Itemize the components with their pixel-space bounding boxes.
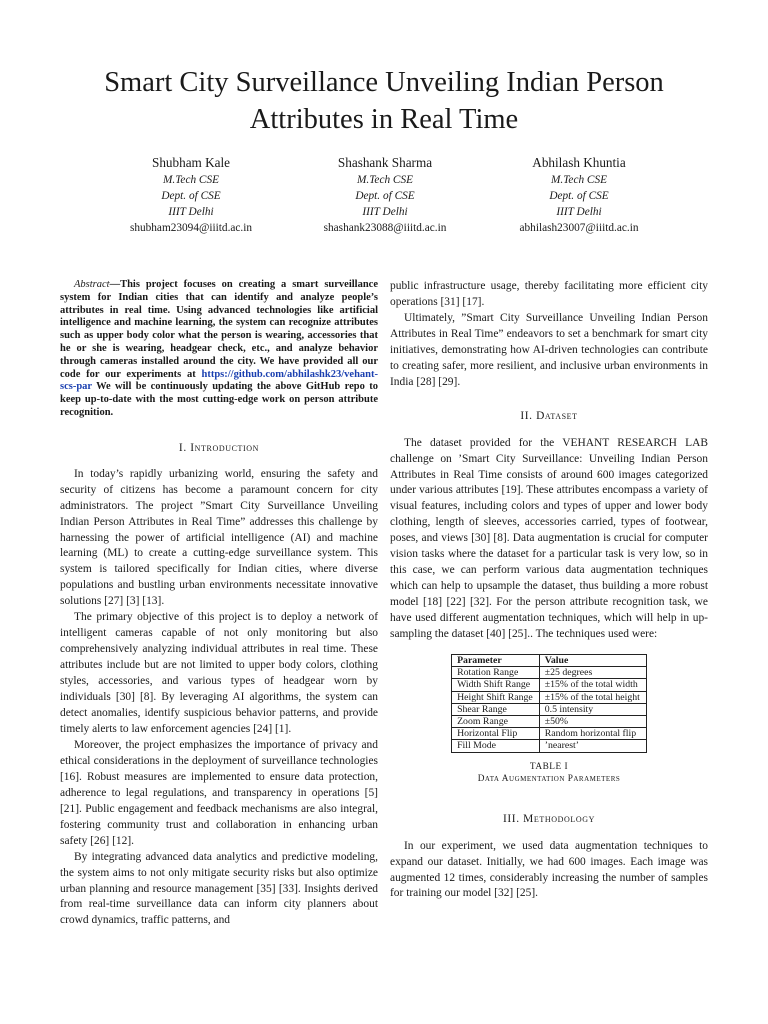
table-cell: ±50% [539, 716, 646, 728]
table-row [452, 691, 647, 703]
right-column [390, 279, 708, 902]
table-header-row [452, 655, 647, 667]
table-cell: ’nearest’ [539, 740, 646, 752]
table-cell: ±25 degrees [539, 667, 646, 679]
dataset-paragraph-1: The dataset provided for the VEHANT RESEARCH LAB challenge on ’Smart City Surveillance: Unveiling Indian Person Attributes in Real Time consists of around 600 images categorized under various attributes [19]. These attributes encompass a variety of visual features, including colors and types of upper and lower body clothing, length of sleeves, accessories carried, types of footwear, poses, and views [30] [8]. Data augmentation is crucial for computer vision tasks where the dataset for a particular task is very low, so in this case, we can perform various data augmentation techniques which can help to upsample the dataset, thus building a more robust model [18] [22] [32]. For the person attribute recognition task, we have used different augmentation techniques, which will help in up-sampling the dataset [40] [25].. The techniques used were: [390, 436, 708, 641]
paper-title: Smart City Surveillance Unveiling Indian Person Attributes in Real Time [104, 67, 664, 135]
author-3 [464, 154, 694, 236]
table-cell: ±15% of the total width [539, 679, 646, 691]
methodology-paragraph-1: In our experiment, we used data augmentation techniques to expand our dataset. Initially, we had 600 images. Each image was augmented 12 times, considerably increasing the number of samples for training our model [32] [25]. [390, 839, 708, 900]
intro-paragraph-1: In today’s rapidly urbanizing world, ensuring the safety and security of citizens has become a paramount concern for city administrators. The project ”Smart City Surveillance Unveiling Indian Person Attributes in Real Time” addresses this challenge by harnessing the power of artificial intelligence (AI) and machine learning (ML) to create a cutting-edge surveillance system. This system is tailored specifically for Indian cities, where diverse populations and bustling urban environments necessitate innovative solutions [27] [3] [13]. [60, 467, 378, 608]
table-cell: Horizontal Flip [452, 728, 540, 740]
table-row [452, 728, 647, 740]
author-email: abhilash23007@iiitd.ac.in [519, 222, 639, 234]
intro-paragraph-3: Moreover, the project emphasizes the importance of privacy and ethical considerations in the deployment of surveillance technologies [16]. Robust measures are implemented to ensure data protection, adherence to legal regulations, and transparency in operations [5] [21]. Public engagement and feedback mechanisms are also integral, fostering community trust and collaboration in enhancing urban safety [26] [12]. [60, 738, 378, 847]
author-institute: IIIT Delhi [362, 206, 408, 218]
abstract-text-end: We will be continuously updating the above GitHub repo to keep up-to-date with the most cutting-edge work on person attribute recognition. [60, 381, 378, 418]
table-header-cell: Value [539, 655, 646, 667]
section-numeral: I. [178, 441, 187, 454]
table-cell: Fill Mode [452, 740, 540, 752]
author-name: Shubham Kale [151, 155, 230, 170]
table-label: TABLE I [529, 761, 569, 772]
table-cell: Height Shift Range [452, 691, 540, 703]
section-numeral: III. [502, 812, 520, 825]
intro-paragraph-cont: public infrastructure usage, thereby facilitating more efficient city operations [31] [17]. [390, 280, 708, 308]
table-caption: Data Augmentation Parameters [477, 773, 621, 784]
intro-paragraph-4: By integrating advanced data analytics and predictive modeling, the system aims to not only mitigate security risks but also optimize urban planning and resource management [35] [33]. Insights derived from real-time surveillance data can inform city planners about crowd dynamics, traffic patterns, and [60, 850, 378, 927]
table-cell: 0.5 intensity [539, 703, 646, 715]
abstract-label: Abstract [74, 279, 110, 290]
table-row [452, 679, 647, 691]
author-dept: Dept. of CSE [549, 190, 609, 202]
abstract-text: —This project focuses on creating a smart surveillance system for Indian cities that can identify and analyze people’s attributes in real time. Using advanced technologies like artificial intelligence and machine learning, the system can recognize attributes such as upper body color what the person is wearing, accessories that he or she is wearing, headgear check, etc., and analyze behavior through cameras installed around the city. We have provided all our code for our experiments at [60, 279, 378, 380]
section-title: Methodology [523, 812, 596, 825]
table-header-cell: Parameter [452, 655, 540, 667]
abstract [60, 279, 378, 420]
table-cell: Rotation Range [452, 667, 540, 679]
author-degree: M.Tech CSE [162, 174, 220, 186]
intro-paragraph-5: Ultimately, ”Smart City Surveillance Unveiling Indian Person Attributes in Real Time” endeavors to set a benchmark for smart city initiatives, demonstrating how AI-driven technologies can contribute to creating safer, more resilient, and inclusive urban environments in India [28] [29]. [390, 311, 708, 388]
intro-paragraph-2: The primary objective of this project is to deploy a network of intelligent cameras capable of not only monitoring but also comprehensively analyzing individual attributes in real time. These attributes include but are not limited to upper body colors, clothing styles, accessories, and various types of headgear worn by individuals [30] [8]. By leveraging AI algorithms, the system can detect anomalies, identify suspicious behavior patterns, and provide timely alerts to law enforcement agencies [24] [1]. [60, 611, 378, 735]
author-degree: M.Tech CSE [356, 174, 414, 186]
table-cell: Zoom Range [452, 716, 540, 728]
augmentation-table [451, 654, 647, 753]
table-cell: Shear Range [452, 703, 540, 715]
section-title: Dataset [536, 409, 578, 422]
section-heading-dataset [390, 409, 708, 425]
left-column [60, 279, 378, 929]
table-cell: ±15% of the total height [539, 691, 646, 703]
table-cell: Width Shift Range [452, 679, 540, 691]
table-row [452, 716, 647, 728]
author-dept: Dept. of CSE [161, 190, 221, 202]
table-row [452, 667, 647, 679]
table-row [452, 740, 647, 752]
table-row [452, 703, 647, 715]
author-name: Shashank Sharma [337, 155, 433, 170]
section-heading-introduction [60, 441, 378, 457]
section-title: Introduction [190, 441, 260, 454]
author-email: shashank23088@iiitd.ac.in [323, 222, 447, 234]
section-heading-methodology [390, 812, 708, 828]
github-link[interactable]: https://github.com/abhilashk23/vehant-scs-par [60, 368, 378, 393]
section-numeral: II. [520, 409, 533, 422]
table-cell: Random horizontal flip [539, 728, 646, 740]
author-dept: Dept. of CSE [355, 190, 415, 202]
author-name: Abhilash Khuntia [532, 155, 626, 170]
author-institute: IIIT Delhi [556, 206, 602, 218]
author-email: shubham23094@iiitd.ac.in [129, 222, 253, 234]
author-degree: M.Tech CSE [550, 174, 608, 186]
author-institute: IIIT Delhi [168, 206, 214, 218]
